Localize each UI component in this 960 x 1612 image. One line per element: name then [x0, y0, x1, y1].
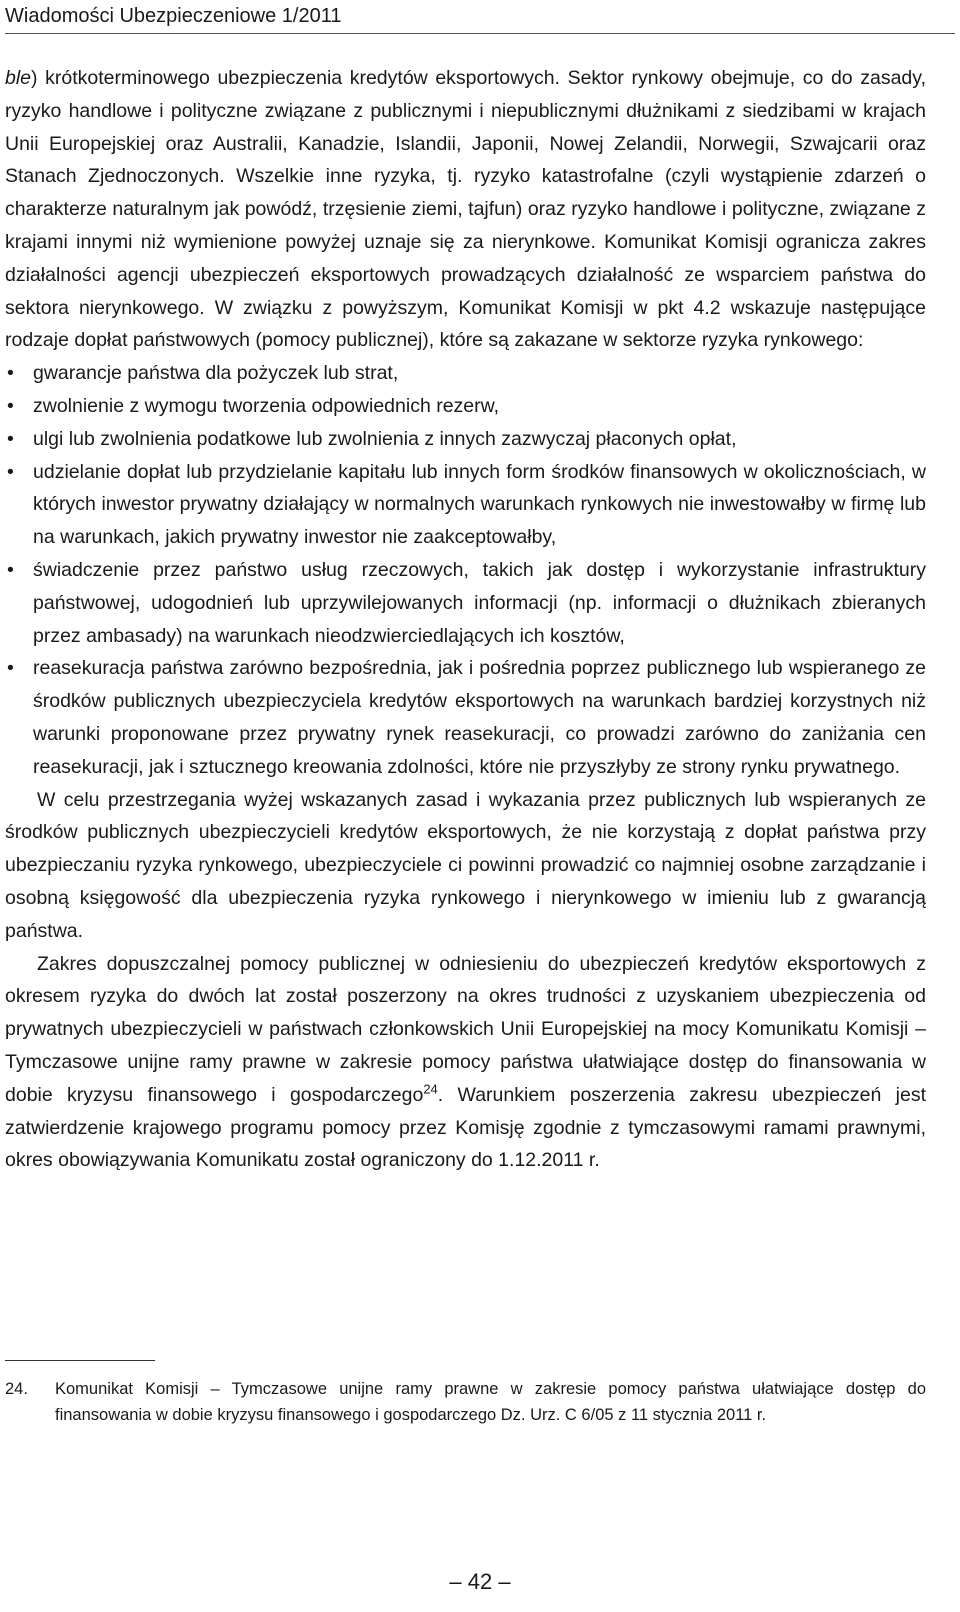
bullet-list — [5, 357, 926, 783]
footnote-number: 24. — [5, 1380, 28, 1398]
paragraph-3 — [5, 948, 926, 1178]
list-item — [5, 456, 926, 554]
list-item-text: udzielanie dopłat lub przydzielanie kapitału lub innych form środków finansowych w okolicznościach, w których inwestor prywatny działający w normalnych warunkach rynkowych nie inwestowałby w firmę lub na warunkach, jakich prywatny inwestor nie zaakceptowałby, — [33, 460, 926, 549]
paragraph-2: W celu przestrzegania wyżej wskazanych zasad i wykazania przez publicznych lub wspieranych ze środków publicznych ubezpieczycieli kredytów eksportowych, że nie korzystają z dopłat państwa przy ubezpieczaniu ryzyka rynkowego, ubezpieczyciele ci powinni prowadzić co najmniej osobne zarządzanie i osobną księgowość dla ubezpieczenia ryzyka rynkowego i nierynkowego w imieniu lub z gwarancją państwa. — [5, 788, 926, 942]
list-item — [5, 554, 926, 652]
paragraph-3-text-end: . Warunkiem poszerzenia zakresu ubezpieczeń jest zatwierdzenie krajowego programu pomocy przez Komisję zgodnie z tymczasowymi ramami prawnymi, okres obowiązywania Komunikatu został ograniczony do 1.12.2011 r. — [5, 1083, 927, 1172]
header-rule — [5, 33, 955, 34]
bullet-marker: • — [7, 657, 14, 680]
footnote-text: Komunikat Komisji – Tymczasowe unijne ramy prawne w zakresie pomocy państwa ułatwiające dostęp do finansowania w dobie kryzysu finansowego i gospodarczego Dz. Urz. C 6/05 z 11 stycznia 2011 r. — [55, 1380, 926, 1424]
page-number: – 42 – — [449, 1569, 511, 1594]
list-item — [5, 423, 926, 456]
footnote-reference[interactable]: 24 — [423, 1081, 438, 1097]
list-item — [5, 652, 926, 783]
bullet-marker: • — [7, 362, 14, 385]
paragraph-3-text: Zakres dopuszczalnej pomocy publicznej w odniesieniu do ubezpieczeń kredytów eksportowych z okresem ryzyka do dwóch lat został poszerzony na okres trudności z uzyskaniem ubezpieczenia od prywatnych ubezpieczycieli w państwach członkowskich Unii Europejskiej na mocy Komunikatu Komisji – Tymczasowe unijne ramy prawne w zakresie pomocy państwa ułatwiające dostęp do finansowania w dobie kryzysu finansowego i gospodarczego — [5, 952, 926, 1106]
list-item-text: reasekuracja państwa zarówno bezpośrednia, jak i pośrednia poprzez publicznego lub wspieranego ze środków publicznych ubezpieczyciela kredytów eksportowych na warunkach bardziej korzystnych niż warunki proponowane przez prywatny rynek reasekuracji, co prowadzi zarówno do zaniżania cen reasekuracji, jak i sztucznego kreowania zdolności, które nie przyszłyby ze strony rynku prywatnego. — [33, 657, 926, 778]
page-header — [5, 0, 955, 35]
bullet-marker: • — [7, 394, 14, 417]
list-item — [5, 390, 926, 423]
list-item-text: świadczenie przez państwo usług rzeczowych, takich jak dostęp i wykorzystanie infrastruktury państwowej, udogodnień lub uprzywilejowanych informacji (np. informacji o dłużnikach zbieranych przez ambasady) na warunkach nieodzwierciedlających ich kosztów, — [33, 558, 926, 647]
main-text — [5, 62, 926, 1177]
footnote — [5, 1376, 926, 1428]
paragraph-1 — [5, 62, 926, 357]
list-item-text: ulgi lub zwolnienia podatkowe lub zwolnienia z innych zazwyczaj płaconych opłat, — [33, 427, 737, 450]
bullet-marker: • — [7, 460, 14, 483]
bullet-marker: • — [7, 427, 14, 450]
bullet-marker: • — [7, 558, 14, 581]
list-item-text: gwarancje państwa dla pożyczek lub strat, — [33, 362, 399, 385]
footnote-separator — [5, 1360, 155, 1361]
journal-title: Wiadomości Ubezpieczeniowe 1/2011 — [5, 5, 342, 27]
list-item-text: zwolnienie z wymogu tworzenia odpowiednich rezerw, — [33, 394, 500, 417]
paragraph-1-text: ) krótkoterminowego ubezpieczenia kredytów eksportowych. Sektor rynkowy obejmuje, co do zasady, ryzyko handlowe i polityczne związane z publicznymi i niepublicznymi dłużnikami z siedzibami w krajach Unii Europejskiej oraz Australii, Kanadzie, Islandii, Japonii, Nowej Zelandii, Norwegii, Szwajcarii oraz Stanach Zjednoczonych. Wszelkie inne ryzyka, tj. ryzyko katastrofalne (czyli wystąpienie zdarzeń o charakterze naturalnym jak powódź, trzęsienie ziemi, tajfun) oraz ryzyko handlowe i polityczne, związane z krajami innymi niż wymienione powyżej uznaje się za nierynkowe. Komunikat Komisji ogranicza zakres działalności agencji ubezpieczeń eksportowych prowadzących działalność ze wsparciem państwa do sektora nierynkowego. W związku z powyższym, Komunikat Komisji w pkt 4.2 wskazuje następujące rodzaje dopłat państwowych (pomocy publicznej), które są zakazane w sektorze ryzyka rynkowego: — [5, 67, 926, 352]
italic-fragment: ble — [5, 67, 32, 89]
list-item — [5, 357, 926, 390]
